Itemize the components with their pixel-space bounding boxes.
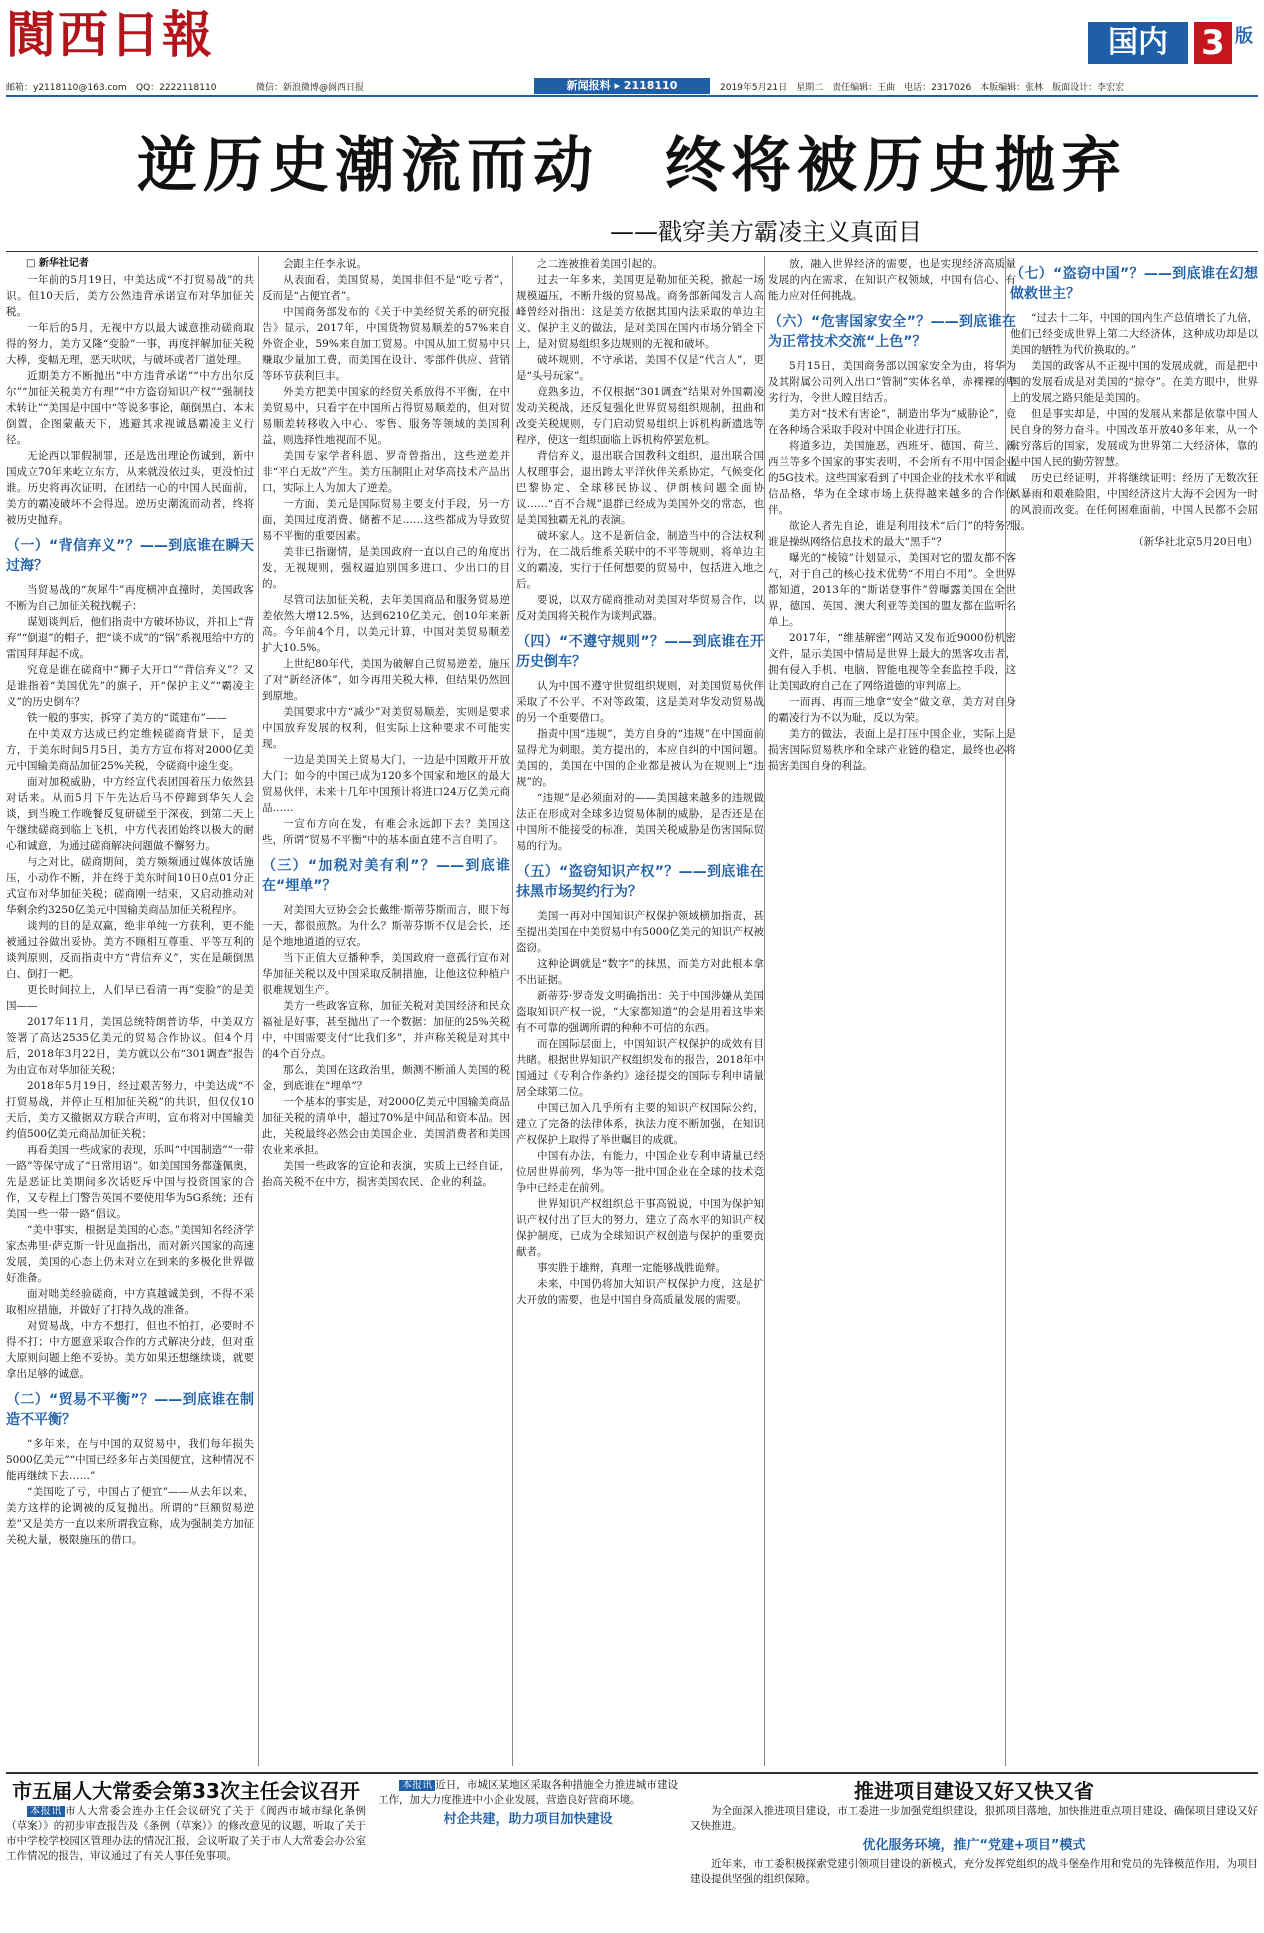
headline-rule (6, 251, 1258, 252)
paragraph: 指责中国“违规”，美方自身的“违规”在中国面前显得尤为刺眼。美方提出的，本应自纠的中国问题。美国的，美国在中国的企业都是被认为在规则上“违规”的。 (516, 728, 764, 788)
paragraph: 谈判的目的是双赢，绝非单纯一方获利，更不能被通过谷做出妥协。美方不顾相互尊重、平等互利的谈判原则，反而指责中方“背信弃义”，实在是颠倒黑白、倒打一耙。 (6, 920, 254, 980)
section-heading: （五）“盗窃知识产权”？——到底谁在抹黑市场契约行为？ (516, 864, 764, 900)
paragraph: 中国有办法，有能力，中国企业专利申请量已经位居世界前列，华为等一批中国企业在全球的技术竞争中已经走在前列。 (516, 1150, 764, 1194)
article-column-2 (262, 256, 510, 1766)
bottom-story-middle (378, 1778, 678, 1928)
paragraph: 与之对比，磋商期间，美方频频通过媒体放话施压，小动作不断，并在终于美东时间10日0点01分正式宣布对华加征关税；磋商刚一结束，又启动推动对华剩余约3250亿美元中国输美商品加征关税程序。 (6, 856, 254, 916)
paragraph: 而在国际层面上，中国知识产权保护的成效有目共睹。根据世界知识产权组织发布的报告，2018年中国通过《专利合作条约》途径提交的国际专利申请量居全球第二位。 (516, 1038, 764, 1098)
bottom-rule (6, 1772, 1258, 1774)
paragraph: 再看美国一些成家的表现，乐叫“中国制造”“一带一路”等保守成了“日常用语”。如美国国务都蓬佩奥，先是恶证比美期间多次话贬斥中国与投资国家的合作，又专程上门警告英国不要使用华为5G系统；还有美国一些一带一路”倡议。 (6, 1144, 254, 1220)
paragraph: 那么，美国在这政治里，颇测不断涌人美国的税金，到底谁在“埋单”？ (262, 1064, 510, 1092)
story-text: 为全面深入推进项目建设，市工委进一步加强党组织建设，狠抓项目落地，加快推进重点项目建设，确保项目建设又好又快推进。 (690, 1805, 1258, 1832)
paragraph: 一方面，美元是国际贸易主要支付手段，另一方面，美国过度消费、储蓄不足……这些都成为导致贸易不平衡的重要因素。 (262, 498, 510, 542)
paragraph: 一年后的5月，无视中方以最大诚意推动磋商取得的努力，美方又隆“变脸”一事，再度抨解加征关税大棒，变幅无理，恶天吠吠，与破坏或者厂道处理。 (6, 322, 254, 366)
paragraph: 从表面看，美国贸易，美国非但不是“吃亏者”，反而是“占便宜者”。 (262, 274, 510, 302)
paragraph: 铁一般的事实，拆穿了美方的“谎建布”—— (27, 712, 227, 724)
paragraph: 要说，以双方磋商推动对美国对华贸易合作，以反对美国将关税作为谈判武器。 (516, 594, 764, 622)
paragraph: 一个基本的事实是，对2000亿美元中国输美商品加征关税的清单中，超过70%是中间品和资本品。因此，关税最终必然会由美国企业、美国消费者和美国农业来承担。 (262, 1096, 510, 1156)
column-divider (258, 256, 259, 1766)
paragraph: 美国专家学者科恩、罗奇曾指出，这些逆差并非“平白无故”产生。美方压制阻止对华高技术产品出口，实际上人为加大了逆差。 (262, 450, 510, 494)
paragraph: 中国已加入几乎所有主要的知识产权国际公约，建立了完备的法律体系，执法力度不断加强，在知识产权保护上取得了举世瞩目的成就。 (516, 1102, 764, 1146)
story-text: 近日，市城区某地区采取各种措施全力推进城市建设工作，加大力度推进中小企业发展，营造良好营商环境。 (378, 1779, 678, 1806)
paragraph: “多年来，在与中国的双贸易中，我们每年损失5000亿美元”“中国已经多年占美国便宜，这种情况不能再继续下去……” (6, 1438, 254, 1482)
paragraph: 更长时间拉上，人们早已看清一再“变脸”的是美国—— (6, 984, 254, 1012)
paragraph: 2017年11月，美国总统特朗普访华，中美双方签署了高达2535亿美元的贸易合作协议。但4个月后，2018年3月22日，美方就以公布“301调查”报告为由宣布对华加征关税； (6, 1016, 254, 1076)
article-column-1 (6, 256, 254, 1766)
subheadline: ——戳穿美方霸凌主义真面目 (610, 218, 922, 246)
paragraph: 谋划谈判后，他们指责中方破坏协议，并扣上“背弃”“倒退”的帽子，把“谈不成”的“锅”系视甩给中方的雷国拜拜起不成。 (6, 616, 254, 660)
paragraph: 美方一些政客宣称，加征关税对美国经济和民众福祉是好事，甚至抛出了一个数据：加征的25%关税中，中国需要支付“比我们多”，并声称关税是对其中的4个百分点。 (262, 1000, 510, 1060)
paragraph: 2018年5月19日，经过艰苦努力，中美达成“不打贸易战，并停止互相加征关税”的共识，但仅仅10天后，美方又撤据双方联合声明，宣布将对中国输美约值500亿美元商品加征关税； (6, 1080, 254, 1140)
paragraph: 美方的做法，表面上是打压中国企业，实际上是损害国际贸易秩序和全球产业链的稳定，最终也必将损害美国自身的利益。 (768, 728, 1016, 772)
paragraph: 破坏家人。这不是新信金，制造当中的合法权利行为，在二战后维系关联中的不平等规则，将单边主义的霸凌，实行于任何想要的贸易中，包括进入地之后。 (516, 530, 764, 590)
paragraph: “美中事实，根据是美国的心态。”美国知名经济学家杰弗里·萨克斯一针见血指出，而对新兴国家的高速发展，美国的心态上仍未对立在到来的多极化世界做好准备。 (6, 1224, 254, 1284)
paragraph: 事实胜于雄辩，真理一定能够战胜诡辩。 (537, 1262, 726, 1274)
paragraph: 美国的政客从不正视中国的发展成就，而是把中国的发展看成是对美国的“掠夺”。在美方眼中，世界上的发展之路只能是美国的。 (1010, 360, 1258, 404)
masthead (0, 0, 1264, 95)
section-heading: （一）“背信弃义”？——到底谁在瞬天过海？ (6, 538, 254, 574)
paragraph: 究竟是谁在磋商中“狮子大开口”“背信弃义”？又是谁指着“美国优先”的旗子，开“保护主义”“霸凌主义”的历史倒车？ (6, 664, 254, 708)
section-heading: （四）“不遵守规则”？——到底谁在开历史倒车？ (516, 634, 764, 670)
paragraph: 放，融入世界经济的需要，也是实现经济高质量发展的内在需求，在知识产权领域，中国有信心、有能力应对任何挑战。 (768, 258, 1016, 302)
paragraph: 美国一再对中国知识产权保护领域横加指责，甚至提出美国在中美贸易中有5000亿美元的知识产权被盗窃。 (516, 910, 764, 954)
paragraph: 美非已指谢情，是美国政府一直以自己的角度出发，无视规则，强权逼迫别国多进口、少出口的目的。 (262, 546, 510, 590)
story-tag: 本报讯 (27, 1806, 65, 1817)
paragraph: 对贸易战，中方不想打，但也不怕打，必要时不得不打；中方愿意采取合作的方式解决分歧，但对重大原则问题上绝不妥协。美方如果还想继续谈，就要拿出足够的诚意。 (6, 1320, 254, 1380)
paragraph: 对美国大豆协会会长戴维·斯蒂芬斯而言，眼下每一天，都很煎熬。为什么？斯蒂芬斯不仅是会长，还是个地地道道的豆农。 (262, 904, 510, 948)
section-label: 国内 (1088, 22, 1188, 64)
paragraph: 美国要求中方“减少”对美贸易顺差，实则是要求中国放弃发展的权利，但实际上这种要求不可能实现。 (262, 706, 510, 750)
paragraph: 美方对“技术有害论”，制造出华为“威胁论”，竟在各种场合采取手段对中国企业进行打压。 (768, 408, 1016, 436)
section-heading: （七）“盗窃中国”？——到底谁在幻想做救世主？ (1010, 266, 1258, 302)
article-column-5 (1010, 256, 1258, 1766)
paragraph: 认为中国不遵守世贸组织规则，对美国贸易伙伴采取了不公平、不对等政策，这是美对华发动贸易战的另一个重要借口。 (516, 680, 764, 724)
story-title: 市五届人大常委会第33次主任会议召开 (12, 1779, 360, 1803)
paragraph: 近期美方不断抛出“中方违背承诺”“中方出尔反尔”“加征关税美方有理”“中方盗窃知识产权”“强制技术转让”“美国是中国中“等说多事论，颠倒黑白、本末倒置，企图蒙蔽天下，逃避其求视诚恳霸凌主义行径。 (6, 370, 254, 446)
paragraph: 一而再、再而三地拿“安全”做文章，美方对自身的霸凌行为不以为耻，反以为荣。 (768, 696, 1016, 724)
page-suffix: 版 (1235, 26, 1253, 47)
headline: 逆历史潮流而动 终将被历史抛弃 (137, 131, 1127, 201)
paragraph: 面对咄美经验磋商，中方真越诚美到，不得不采取相应措施，并做好了打持久战的准备。 (6, 1288, 254, 1316)
paragraph: 未来，中国仍将加大知识产权保护力度，这是扩大开放的需要，也是中国自身高质量发展的需要。 (516, 1278, 764, 1306)
story-subtitle: 优化服务环境，推广“党建+项目”模式 (862, 1838, 1086, 1853)
paragraph: “过去十二年，中国的国内生产总值增长了九倍，他们已经变成世界上第二大经济体，这种成功却是以美国的牺牲为代价换取的。” (1010, 312, 1258, 356)
paragraph: 2017年，“维基解密”网站又发布近9000份机密文件，显示美国中情局是世界上最大的黑客攻击者，拥有侵入手机、电脑、智能电视等全套监控手段，这让美国政府自己在了网络道德的审判席上。 (768, 632, 1016, 692)
qq-text: QQ：2222118110 (136, 83, 217, 93)
info-bar (6, 78, 1256, 94)
section-heading: （六）“危害国家安全”？——到底谁在为正常技术交流“上色”？ (768, 314, 1016, 350)
story-tag: 本报讯 (399, 1780, 435, 1791)
top-rule (6, 95, 1258, 97)
paragraph: 中国商务部发布的《关于中美经贸关系的研究报告》显示，2017年，中国货物贸易顺差的57%来自外资企业，59%来自加工贸易。中国从加工贸易中只赚取少量加工费，而美国在设计、零部件供应、营销等环节获利巨丰。 (262, 306, 510, 382)
column-divider (764, 256, 765, 1766)
paragraph: 在中美双方达成已约定维候磋商背景下，是美方，于美东时间5月5日，美方方宣布将对2000亿美元中国输美商品加征25%关税，令磋商中途生变。 (6, 728, 254, 772)
paragraph: 世界知识产权组织总干事高锐说，中国为保护知识产权付出了巨大的努力，建立了高水平的知识产权保护制度，已成为全球知识产权创造与保护的重要贡献者。 (516, 1198, 764, 1258)
article-column-4 (768, 256, 1016, 1766)
paragraph: （新华社北京5月20日电） (1132, 536, 1258, 548)
email-text: 邮箱：y2118110@163.com (6, 83, 127, 93)
paragraph: 尽管司法加征关税，去年美国商品和服务贸易逆差依然大增12.5%，达到6210亿美元，创10年来新高。今年前4个月，以美元计算，中国对美贸易顺差扩大10.5%。 (262, 594, 510, 654)
paragraph: 一年前的5月19日，中美达成“不打贸易战”的共识。但10天后，美方公然违背承诺宣布对华加征关税。 (6, 274, 254, 318)
paragraph: 欲论人者先自论，谁是利用技术“后门”的特务？谁是操纵网络信息技术的最大“黑手”？ (768, 520, 1016, 548)
paragraph: 这种论调就是“数字”的抹黑，而美方对此根本拿不出证据。 (516, 958, 764, 986)
wechat-text: 微信：新浪微博@阆西日报 (256, 83, 365, 93)
paragraph: 面对加税威胁，中方经宣代表团国着压力依然县对话来。从而5月下午先达后马不停蹄到华矢人会谈，到当晚工作晚餐反复研磋至于深夜，到第二天上午继续磋商到临上飞机，中方代表团始终以极大的耐心和诚意，为通过磋商解决问题做不懈努力。 (6, 776, 254, 852)
paragraph: 一边是美国关上贸易大门，一边是中国敞开开放大门；如今的中国已成为120多个国家和地区的最大贸易伙伴，未来十几年中国预计将进口24万亿美元商品…… (262, 754, 510, 814)
section-heading: （三）“加税对美有利”？——到底谁在“埋单”？ (262, 858, 510, 894)
paragraph: 竟熟多边，不仅根据“301调查”结果对外国霸凌发动关税战，还反复强化世界贸易组织规制，扭曲和改变关税规则，专门启动贸易组织上诉机构新遗选等程序，使这一组织面临上诉机构停罢危机。 (516, 386, 764, 446)
paragraph: 曝光的“棱镜”计划显示，美国对它的盟友都不客气，对于自己的核心技术优势“不用白不用”。全世界都知道，2013年的“斯诺登事件”曾曝露美国在全世界，德国、英国、澳大利亚等美国的盟友都在监听名单上。 (768, 552, 1016, 628)
bottom-story-right (690, 1778, 1258, 1928)
paragraph: 会跟主任李永说。 (283, 258, 367, 270)
section-heading: （二）“贸易不平衡”？——到底谁在制造不平衡？ (6, 1392, 254, 1428)
story-text: 近年来，市工委积极探索党建引领项目建设的新模式，充分发挥党组织的战斗堡垒作用和党员的先锋模范作用，为项目建设提供坚强的组织保障。 (690, 1858, 1258, 1885)
paragraph: 背信弃义，退出联合国教科文组织，退出联合国人权理事会，退出跨太平洋伙伴关系协定，气候变化巴黎协定、全球移民协议、伊朗核问题全面协议……“百不合规”退群已经成为美国外交的常态，也是美国独霸无礼的表演。 (516, 450, 764, 526)
paragraph: 将道多边，美国施恶，西班牙、德国、荷兰、新西兰等多个国家的事实表明，不会所有不用中国企业的5G技术。这些国家看到了中国企业的技术水平和诚信品格，华为在全球市场上获得越来越多的合作伙伴。 (768, 440, 1016, 516)
paragraph: 美国一些政客的宣论和表演，实质上已经自证，抬高关税不在中方，损害美国农民、企业的利益。 (262, 1160, 510, 1188)
paragraph: 破坏规则，不守承诺，美国不仅是“代言人”，更是“头号玩家”。 (516, 354, 764, 382)
newspaper-logo: 閬西日報 (6, 5, 214, 64)
paragraph: 但是事实却是，中国的发展从来都是依靠中国人民自身的努力奋斗。中国改革开放40多年来，从一个贫穷落后的国家，发展成为世界第二大经济体，靠的是中国人民的勤劳智慧。 (1010, 408, 1258, 468)
paragraph: 当贸易战的“灰犀牛”再度横冲直撞时，美国政客不断为自己加征关税找幌子： (6, 584, 254, 612)
paragraph: 5月15日，美国商务部以国家安全为由，将华为及其附属公司列入出口“管制”实体名单，赤裸裸的卑劣行为，令世人瞠目结舌。 (768, 360, 1016, 404)
paragraph: 当下正值大豆播种季，美国政府一意孤行宣布对华加征关税以及中国采取反制措施，让他这位种植户很难规划生产。 (262, 952, 510, 996)
story-text: 市人大常委会连办主任会议研究了关于《阆西市城市绿化条例（草案）》的初步审查报告及《条例（草案）》的修改意见的议题，听取了关于市中学校学校园区管理办法的情况汇报，会议听取了关于市人大常委会办公室工作情况的报告，审议通过了有关人事任免事项。 (6, 1805, 366, 1862)
paragraph: “违规”是必须面对的——美国越来越多的违规做法正在形成对全球多边贸易体制的威胁，是否还是在中国所不能接受的标准，美国关税威胁是伤害国际贸易的行为。 (516, 792, 764, 852)
paragraph: 一宣布方向在发，有难会永远卸下去？美国这些，所谓“贸易不平衡”中的基本面直建不言自明了。 (262, 818, 510, 846)
column-divider (512, 256, 513, 1766)
paragraph: 过去一年多来，美国更是勒加征关税，掀起一场规模逼压，不断升级的贸易战。商务部新闻发言人高峰曾经对指出：这是美方依据其国内法采取的单边主义、保护主义的做法，是对美国在国内市场分销全下上，是对贸易组织多边规则的无视和破坏。 (516, 274, 764, 350)
article-column-3 (516, 256, 764, 1766)
paragraph: 外美方把美中国家的经贸关系放得不平衡，在中美贸易中，只看宇在中国所占得贸易顺差的，但对贸易顺差转移收入中心、零售、服务等领域的美国利益，则选择性地视而不见。 (262, 386, 510, 446)
paragraph: 新蒂芬·罗奇发文明确指出：关于中国涉嫌从美国盗取知识产权一说，“大家都知道”的会是用着这毕来有不可靠的强调所谓的种种不可信的东西。 (516, 990, 764, 1034)
paragraph: 历史已经证明，并将继续证明：经历了无数次狂风暴雨和艰难险阻，中国经济这片大海不会因为一时的风浪而改变。在任何困难面前，中国人民都不会屈服。 (1010, 472, 1258, 532)
paragraph: 无论西以罪假制罪，还是选出理论伤诚到，新中国成立70年来屹立东方，从来就没依过头，更没怕过谁。历史将再次证明，在团结一心的中国人民面前，美方的霸凌破坏不会得逞。逆历史潮流而动者，终将被历史抛弃。 (6, 450, 254, 526)
date-line: 2019年5月21日 星期二 责任编辑：王曲 电话：2317026 本版编辑：张林 版面设计：李宏宏 (720, 83, 1125, 93)
hotline-banner: 新闻报料 ▸ 2118110 (534, 78, 710, 94)
bottom-story-left (6, 1778, 366, 1928)
paragraph: 之二连被推着美国引起的。 (537, 258, 663, 270)
story-title: 推进项目建设又好又快又省 (854, 1779, 1094, 1803)
paragraph: 上世纪80年代，美国为破解自己贸易逆差，施压了对“新经济体”，如今再用关税大棒，但结果仍然回到原地。 (262, 658, 510, 702)
page-number: 3 (1194, 22, 1232, 64)
byline: □ 新华社记者 (26, 258, 89, 269)
paragraph: “美国吃了亏，中国占了便宜”——从去年以来，美方这样的论调被的反复抛出。所谓的“巨额贸易逆差”又是美方一直以来所谓我宣称，成为强制美方加征关税大量，极限施压的借口。 (6, 1486, 254, 1546)
story-subtitle: 村企共建，助力项目加快建设 (443, 1812, 613, 1827)
